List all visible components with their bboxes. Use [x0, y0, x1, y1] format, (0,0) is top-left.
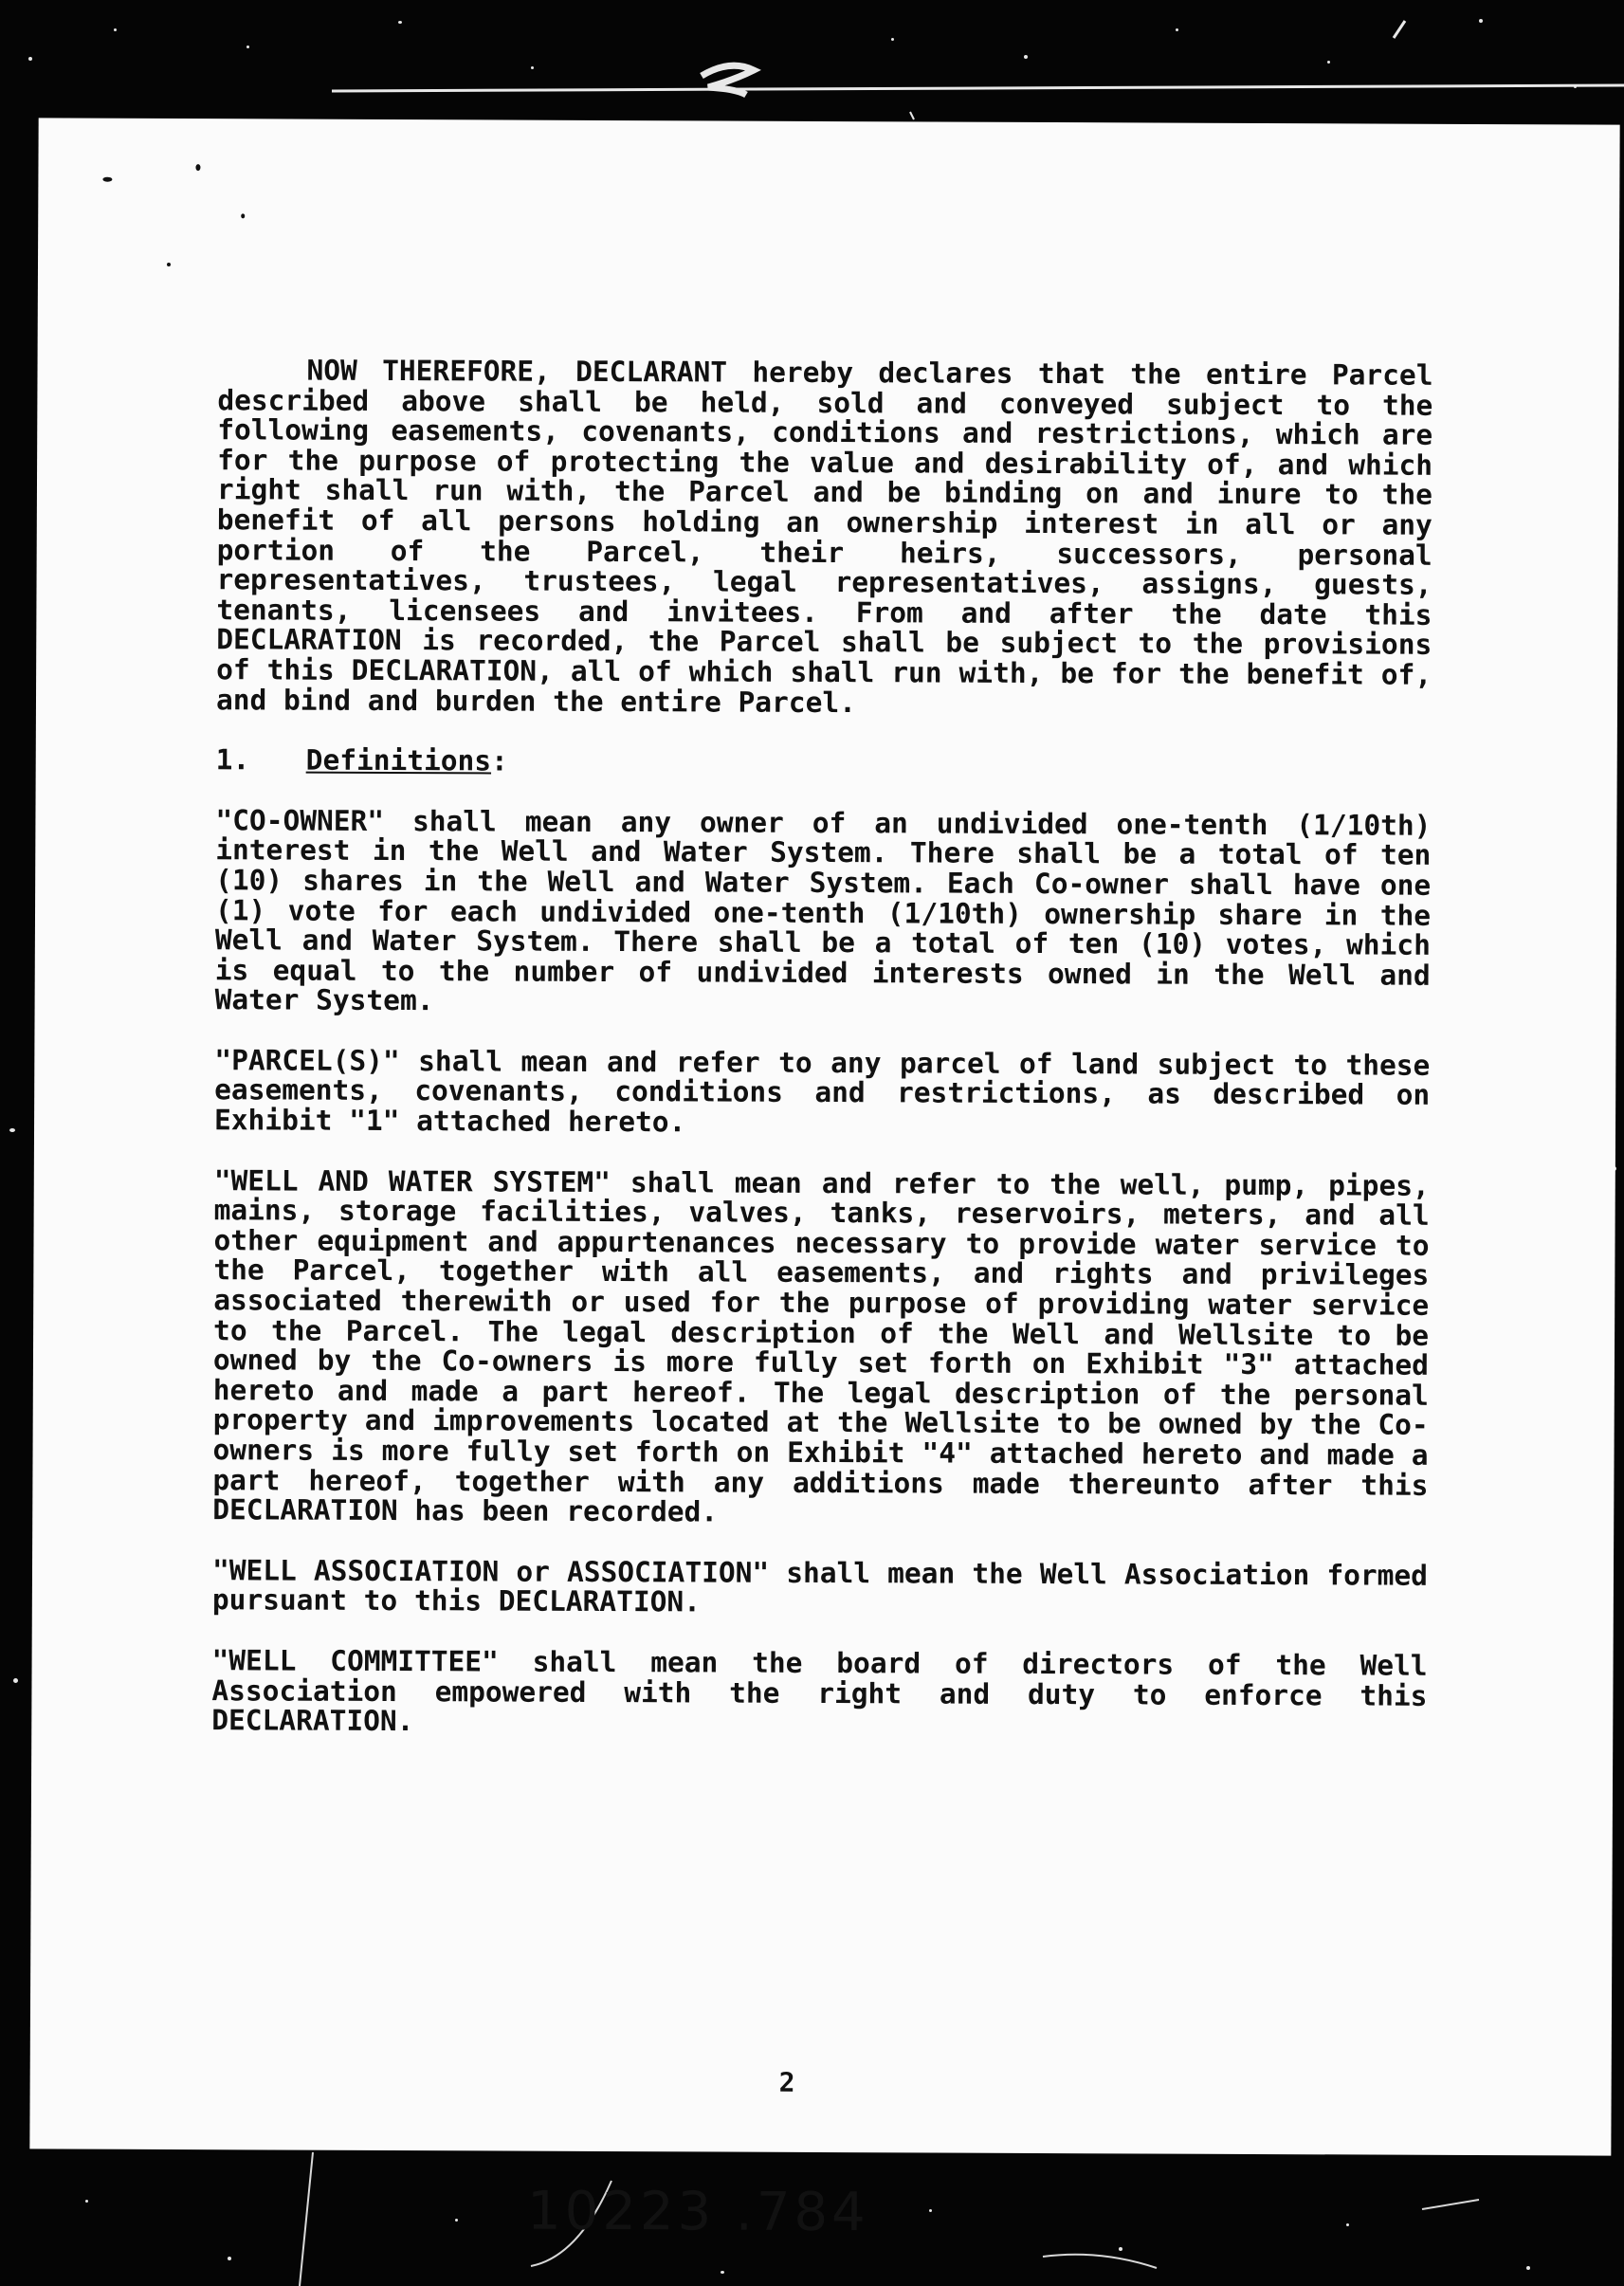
scan-speckle: [455, 2219, 458, 2222]
scan-speckle: [929, 2209, 932, 2212]
paper-mark: [241, 213, 245, 218]
definition-co-owner: "CO-OWNER" shall mean any owner of an undivided one-tenth (1/10th) interest in the Well and Water System. There shall be a total of ten (10) shares in the Well and Water System. Each Co-owner shall have one (1) vote for each undivided one-tenth (1/10th) ownership share in the Well and Water System. There shall be a total of ten (10) votes, which is equal to the number of undivided interests owned in the Well and Water System.: [214, 803, 1432, 1017]
scan-speckle: [1176, 28, 1178, 31]
scan-speckle: [85, 2200, 88, 2203]
scan-speckle: [114, 28, 117, 31]
scan-speckle: [398, 21, 402, 24]
definition-well-association: "WELL ASSOCIATION or ASSOCIATION" shall mean the Well Association formed pursuant to this DECLARATION.: [211, 1553, 1429, 1618]
section-title: Definitions: [305, 743, 492, 777]
scan-speckle: [1479, 19, 1483, 23]
section-title-colon: :: [491, 744, 508, 777]
section-heading: [216, 745, 1432, 780]
scan-speckle: [1119, 2247, 1122, 2251]
recording-stamp: 10223 .784: [526, 2180, 869, 2244]
scan-speckle: [1327, 61, 1330, 64]
document-body: [211, 356, 1432, 1771]
scan-speckle: [1024, 55, 1028, 59]
scan-speckle: [1526, 2266, 1530, 2270]
definition-well-committee: "WELL COMMITTEE" shall mean the board of directors of the Well Association empowered with the right and duty to enforce this DECLARATION.: [211, 1644, 1428, 1738]
definition-parcels: "PARCEL(S)" shall mean and refer to any parcel of land subject to these easements, covenants, conditions and restrictions, as described on Exhibit "1" attached hereto.: [213, 1044, 1431, 1139]
paper-mark: [195, 164, 200, 171]
scan-speckle: [246, 46, 249, 48]
scan-speckle: [531, 66, 534, 69]
scan-speckle: [1346, 2223, 1349, 2226]
definition-well-and-water-system: "WELL AND WATER SYSTEM" shall mean and refer to the well, pump, pipes, mains, storage facilities, valves, tanks, reservoirs, meters, and all other equipment and appurtenances necessary to provide water service to the Parcel, together with all easements, and rights and privileges associated therewith or used for the purpose of providing water service to the Parcel. The legal description of the Well and Wellsite to be owned by the Co-owners is more fully set forth on Exhibit "3" attached hereto and made a part hereof. The legal description of the personal property and improvements located at the Wellsite to be owned by the Co-owners is more fully set forth on Exhibit "4" attached hereto and made a part hereof, together with any additions made thereunto after this DECLARATION has been recorded.: [212, 1163, 1430, 1528]
scan-speckle: [13, 1678, 18, 1683]
paper-mark: [102, 177, 112, 182]
scan-speckle: [721, 2271, 724, 2274]
scan-speckle: [1574, 85, 1577, 88]
scan-speckle: [228, 2257, 231, 2260]
intro-paragraph: NOW THEREFORE, DECLARANT hereby declares that the entire Parcel described above shall be held, sold and conveyed subject to the following easements, covenants, conditions and restrictions, which are for the purpose of protecting the value and desirability of, and which right shall run with, the Parcel and be binding on and inure to the benefit of all persons holding an ownership interest in all or any portion of the Parcel, their heirs, successors, personal representatives, trustees, legal representatives, assigns, guests, tenants, licensees and invitees. From and after the date this DECLARATION is recorded, the Parcel shall be subject to the provisions of this DECLARATION, all of which shall run with, be for the benefit of, and bind and burden the entire Parcel.: [215, 354, 1433, 719]
scan-speckle: [891, 38, 894, 41]
document-page: [29, 118, 1619, 2244]
scan-speckle: [28, 57, 32, 61]
scan-scratch-top: [0, 0, 1624, 123]
scan-speckle: [9, 1128, 15, 1132]
page-number: 2: [778, 2066, 795, 2098]
paper-mark: [167, 263, 171, 266]
section-number: 1.: [215, 743, 250, 777]
